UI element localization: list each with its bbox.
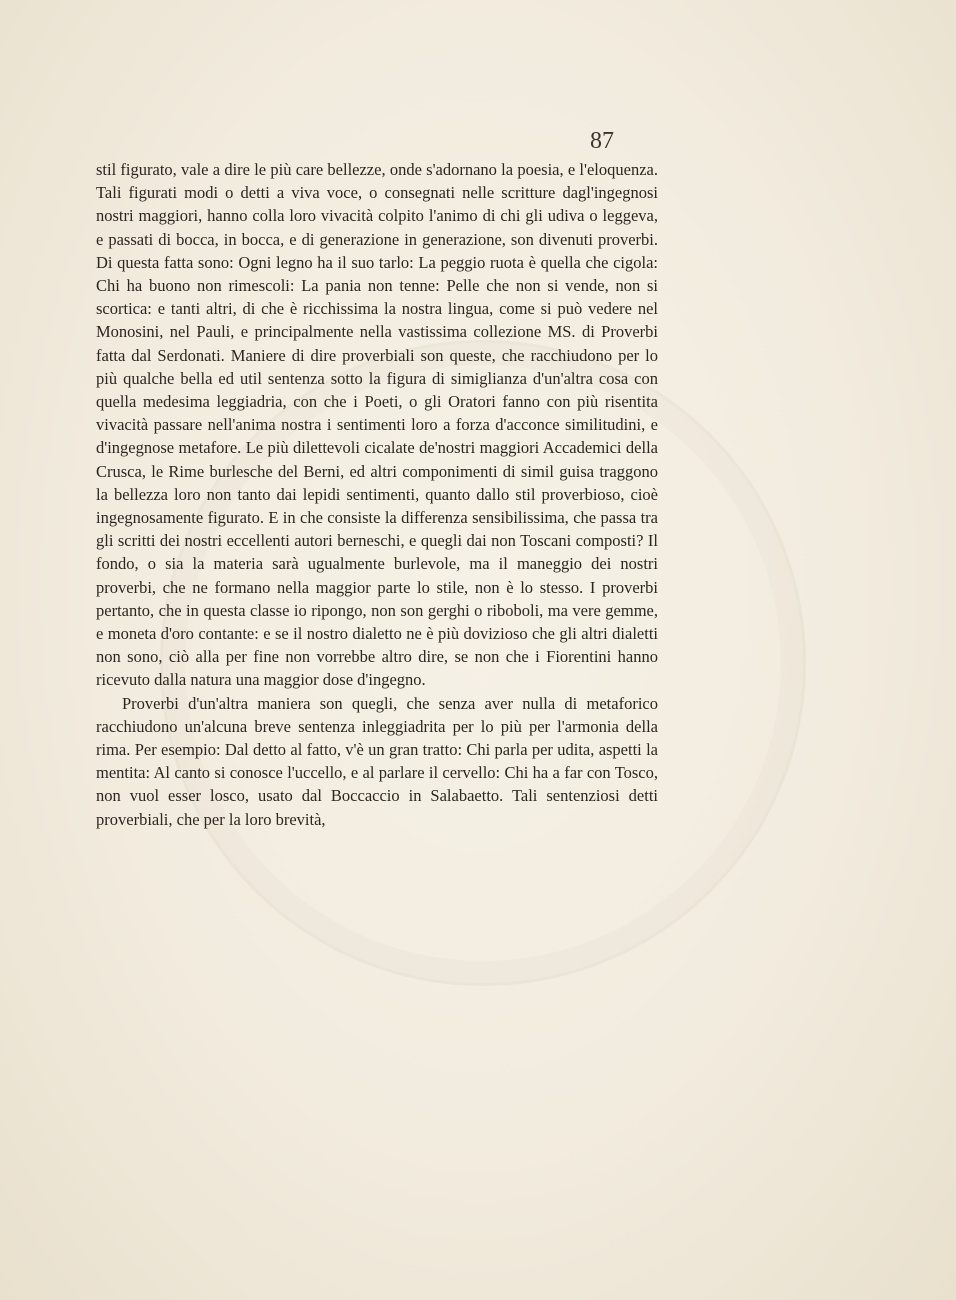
paragraph-2: Proverbi d'un'altra maniera son quegli, che senza aver nulla di metaforico racchiudono un'alcuna breve sentenza inleggiadrita per lo più per l'armonia della rima. Per esempio: Dal detto al fatto, v'è un gran tratto: Chi parla per udita, aspetti la mentita: Al canto si conosce l'uccello, e al parlare il cervello: Chi ha a far con Tosco, non vuol esser losco, usato dal Boccaccio in Salabaetto. Tali sentenziosi detti proverbiali, che per la loro brevità,: [96, 693, 658, 829]
page-number: 87: [590, 128, 614, 154]
body-text: [96, 158, 658, 831]
paragraph-1: stil figurato, vale a dire le più care bellezze, onde s'adornano la poesia, e l'eloquenza. Tali figurati modi o detti a viva voce, o consegnati nelle scritture dagl'ingegnosi nostri maggiori, hanno colla loro vivacità colpito l'animo di chi gli udiva o leggeva, e passati di bocca, in bocca, e di generazione in generazione, son divenuti proverbi. Di questa fatta sono: Ogni legno ha il suo tarlo: La peggio ruota è quella che cigola: Chi ha buono non rimescoli: La pania non tenne: Pelle che non si vende, non si scortica: e tanti altri, di che è ricchissima la nostra lingua, come si può vedere nel Monosini, nel Pauli, e principalmente nella vastissima collezione MS. di Proverbi fatta dal Serdonati. Maniere di dire proverbiali son queste, che racchiudono per lo più qualche bella ed util sentenza sotto la figura di simiglianza d'un'altra cosa con quella medesima leggiadria, con che i Poeti, o gli Oratori fanno con più risentita vivacità passare nell'anima nostra i sentimenti loro a forza d'acconce similitudini, e d'ingegnose metafore. Le più dilettevoli cicalate de'nostri maggiori Accademici della Crusca, le Rime burlesche del Berni, ed altri componimenti di simil guisa traggono la bellezza loro non tanto dai lepidi sentimenti, quanto dallo stil proverbioso, cioè ingegnosamente figurato. E in che consiste la differenza sensibilissima, che passa tra gli scritti dei nostri eccellenti autori berneschi, e quegli dai non Toscani composti? Il fondo, o sia la materia sarà ugualmente burlevole, ma il maneggio dei nostri proverbi, che ne formano nella maggior parte lo stile, non è lo stesso. I proverbi pertanto, che in questa classe io ripongo, non son gerghi o riboboli, ma vere gemme, e moneta d'oro contante: e se il nostro dialetto ne è più dovizioso che gli altri dialetti non sono, ciò alla per fine non vorrebbe altro dire, se non che i Fiorentini hanno ricevuto dalla natura una maggior dose d'ingegno.: [96, 160, 658, 690]
